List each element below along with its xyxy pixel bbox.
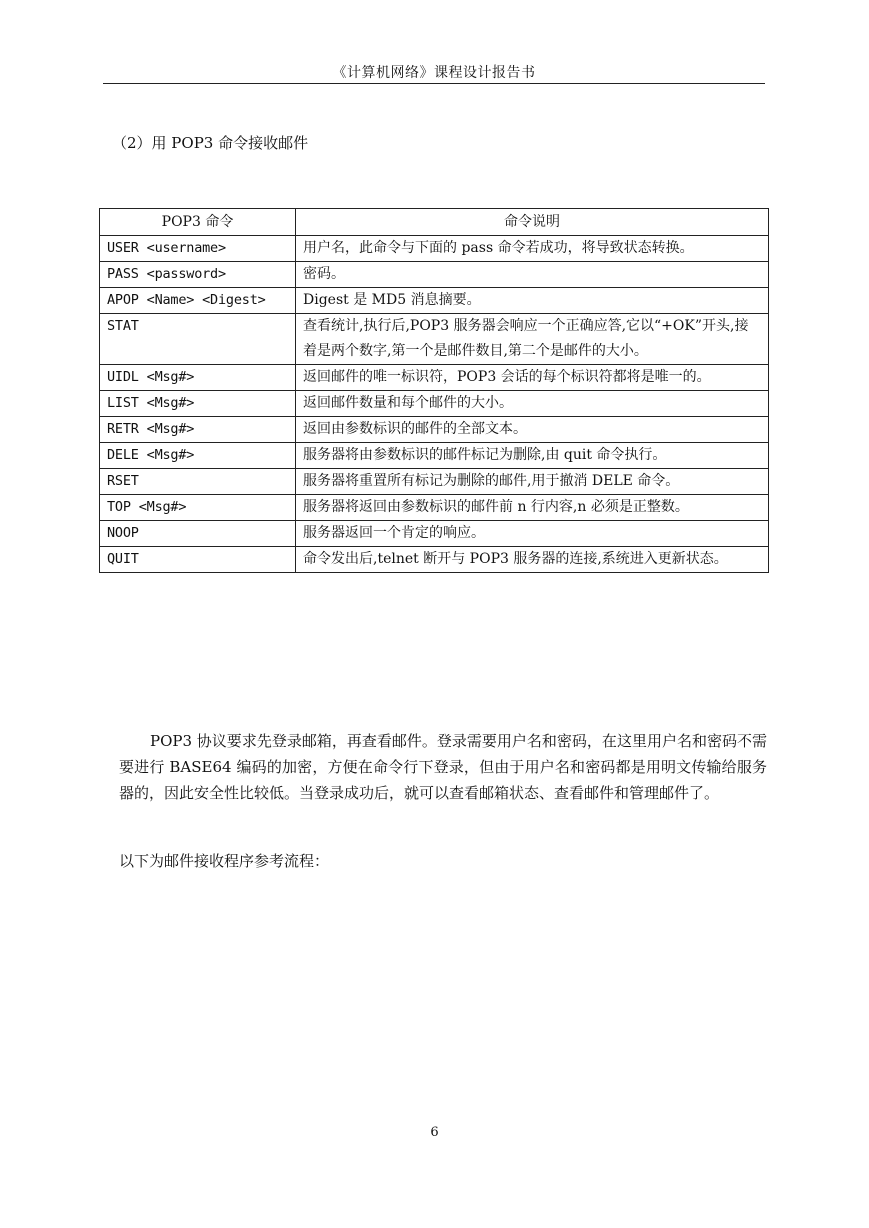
table-row xyxy=(100,314,769,365)
column-header-command: POP3 命令 xyxy=(100,209,296,236)
description-cell: 查看统计,执行后,POP3 服务器会响应一个正确应答,它以“+OK”开头,接着是两个数字,第一个是邮件数目,第二个是邮件的大小。 xyxy=(296,314,769,365)
pop3-command-table xyxy=(99,208,769,573)
command-cell: RETR <Msg#> xyxy=(100,417,296,443)
table-row xyxy=(100,469,769,495)
command-cell: RSET xyxy=(100,469,296,495)
command-cell: QUIT xyxy=(100,547,296,573)
description-cell: 服务器将重置所有标记为删除的邮件,用于撤消 DELE 命令。 xyxy=(296,469,769,495)
page-number: 6 xyxy=(430,1125,439,1140)
table-row xyxy=(100,262,769,288)
description-cell: 密码。 xyxy=(296,262,769,288)
table-row xyxy=(100,236,769,262)
section-title: （2）用 POP3 命令接收邮件 xyxy=(112,134,309,152)
table-row xyxy=(100,365,769,391)
header-rule xyxy=(103,83,765,84)
command-cell: TOP <Msg#> xyxy=(100,495,296,521)
table-row xyxy=(100,521,769,547)
description-cell: 命令发出后,telnet 断开与 POP3 服务器的连接,系统进入更新状态。 xyxy=(296,547,769,573)
command-cell: UIDL <Msg#> xyxy=(100,365,296,391)
body-paragraph-flow-intro: 以下为邮件接收程序参考流程： xyxy=(119,852,330,870)
page-header-title: 《计算机网络》课程设计报告书 xyxy=(332,65,536,81)
table-row xyxy=(100,443,769,469)
description-cell: Digest 是 MD5 消息摘要。 xyxy=(296,288,769,314)
table-row xyxy=(100,391,769,417)
command-cell: PASS <password> xyxy=(100,262,296,288)
column-header-description: 命令说明 xyxy=(296,209,769,236)
command-cell: NOOP xyxy=(100,521,296,547)
table-row xyxy=(100,495,769,521)
table-row xyxy=(100,547,769,573)
description-cell: 返回由参数标识的邮件的全部文本。 xyxy=(296,417,769,443)
command-cell: USER <username> xyxy=(100,236,296,262)
description-cell: 服务器将返回由参数标识的邮件前 n 行内容,n 必须是正整数。 xyxy=(296,495,769,521)
table-row xyxy=(100,417,769,443)
command-cell: APOP <Name> <Digest> xyxy=(100,288,296,314)
description-cell: 用户名，此命令与下面的 pass 命令若成功，将导致状态转换。 xyxy=(296,236,769,262)
description-cell: 服务器将由参数标识的邮件标记为删除,由 quit 命令执行。 xyxy=(296,443,769,469)
command-cell: LIST <Msg#> xyxy=(100,391,296,417)
body-paragraph: POP3 协议要求先登录邮箱，再查看邮件。登录需要用户名和密码，在这里用户名和密码不需要进行 BASE64 编码的加密，方便在命令行下登录，但由于用户名和密码都是用明文传输给服务器的，因此安全性比较低。当登录成功后，就可以查看邮箱状态、查看邮件和管理邮件了。 xyxy=(119,732,767,802)
description-cell: 服务器返回一个肯定的响应。 xyxy=(296,521,769,547)
description-cell: 返回邮件的唯一标识符，POP3 会话的每个标识符都将是唯一的。 xyxy=(296,365,769,391)
command-cell: STAT xyxy=(100,314,296,365)
description-cell: 返回邮件数量和每个邮件的大小。 xyxy=(296,391,769,417)
command-cell: DELE <Msg#> xyxy=(100,443,296,469)
table-row xyxy=(100,288,769,314)
table-header-row xyxy=(100,209,769,236)
